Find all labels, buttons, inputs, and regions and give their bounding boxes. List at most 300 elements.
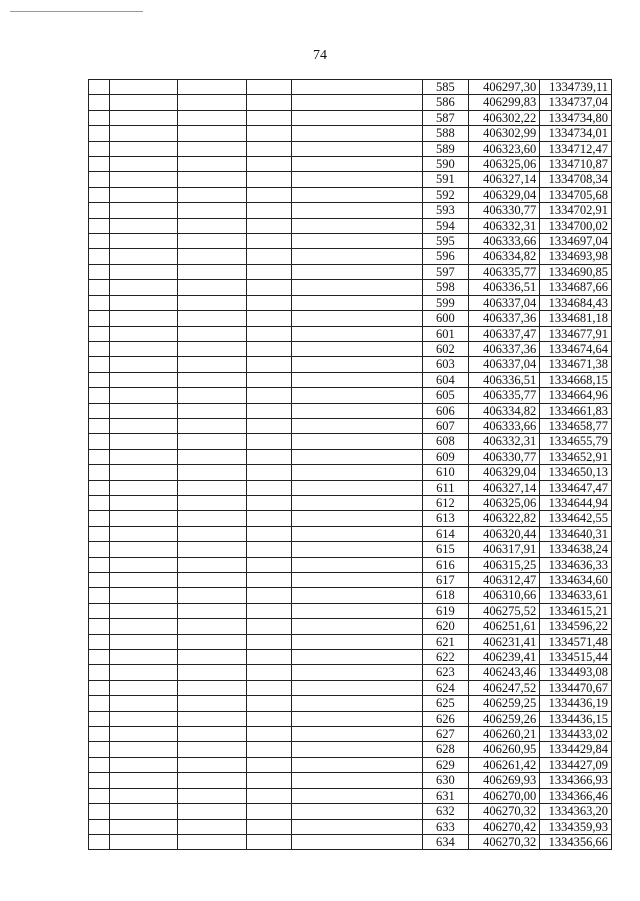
empty-cell xyxy=(246,234,291,249)
table-row xyxy=(89,588,612,603)
empty-cell xyxy=(246,280,291,295)
empty-cell xyxy=(292,465,423,480)
empty-cell xyxy=(178,403,246,418)
empty-cell xyxy=(292,619,423,634)
empty-cell xyxy=(89,603,110,618)
empty-cell xyxy=(89,619,110,634)
empty-cell xyxy=(89,696,110,711)
x-coordinate-cell: 406261,42 xyxy=(468,757,540,772)
x-coordinate-cell: 406310,66 xyxy=(468,588,540,603)
empty-cell xyxy=(246,573,291,588)
empty-cell xyxy=(178,727,246,742)
y-coordinate-cell: 1334493,08 xyxy=(540,665,612,680)
empty-cell xyxy=(292,418,423,433)
empty-cell xyxy=(109,341,177,356)
empty-cell xyxy=(292,311,423,326)
empty-cell xyxy=(292,680,423,695)
empty-cell xyxy=(89,341,110,356)
empty-cell xyxy=(89,234,110,249)
empty-cell xyxy=(292,280,423,295)
table-row xyxy=(89,603,612,618)
empty-cell xyxy=(89,757,110,772)
x-coordinate-cell: 406269,93 xyxy=(468,773,540,788)
empty-cell xyxy=(89,526,110,541)
empty-cell xyxy=(292,403,423,418)
empty-cell xyxy=(178,619,246,634)
empty-cell xyxy=(246,465,291,480)
empty-cell xyxy=(89,511,110,526)
empty-cell xyxy=(292,218,423,233)
empty-cell xyxy=(246,187,291,202)
empty-cell xyxy=(246,696,291,711)
table-row xyxy=(89,773,612,788)
empty-cell xyxy=(292,110,423,125)
empty-cell xyxy=(109,357,177,372)
point-number-cell: 630 xyxy=(423,773,468,788)
point-number-cell: 618 xyxy=(423,588,468,603)
empty-cell xyxy=(109,249,177,264)
empty-cell xyxy=(109,495,177,510)
empty-cell xyxy=(246,95,291,110)
table-row xyxy=(89,834,612,849)
y-coordinate-cell: 1334615,21 xyxy=(540,603,612,618)
table-row xyxy=(89,357,612,372)
page-number: 74 xyxy=(313,48,327,63)
empty-cell xyxy=(109,172,177,187)
x-coordinate-cell: 406327,14 xyxy=(468,172,540,187)
empty-cell xyxy=(246,773,291,788)
empty-cell xyxy=(292,449,423,464)
empty-cell xyxy=(292,234,423,249)
empty-cell xyxy=(89,480,110,495)
empty-cell xyxy=(178,80,246,95)
empty-cell xyxy=(292,372,423,387)
x-coordinate-cell: 406260,21 xyxy=(468,727,540,742)
y-coordinate-cell: 1334356,66 xyxy=(540,834,612,849)
empty-cell xyxy=(109,203,177,218)
x-coordinate-cell: 406332,31 xyxy=(468,218,540,233)
empty-cell xyxy=(246,341,291,356)
empty-cell xyxy=(89,449,110,464)
empty-cell xyxy=(109,511,177,526)
empty-cell xyxy=(89,110,110,125)
empty-cell xyxy=(178,449,246,464)
y-coordinate-cell: 1334684,43 xyxy=(540,295,612,310)
empty-cell xyxy=(246,819,291,834)
empty-cell xyxy=(246,326,291,341)
point-number-cell: 585 xyxy=(423,80,468,95)
x-coordinate-cell: 406337,36 xyxy=(468,311,540,326)
empty-cell xyxy=(292,526,423,541)
empty-cell xyxy=(109,465,177,480)
empty-cell xyxy=(246,249,291,264)
x-coordinate-cell: 406251,61 xyxy=(468,619,540,634)
empty-cell xyxy=(178,650,246,665)
x-coordinate-cell: 406329,04 xyxy=(468,465,540,480)
empty-cell xyxy=(109,804,177,819)
empty-cell xyxy=(246,680,291,695)
empty-cell xyxy=(178,326,246,341)
table-row xyxy=(89,280,612,295)
empty-cell xyxy=(178,311,246,326)
point-number-cell: 599 xyxy=(423,295,468,310)
table-row xyxy=(89,711,612,726)
empty-cell xyxy=(178,511,246,526)
empty-cell xyxy=(178,495,246,510)
point-number-cell: 608 xyxy=(423,434,468,449)
empty-cell xyxy=(292,388,423,403)
empty-cell xyxy=(246,526,291,541)
y-coordinate-cell: 1334737,04 xyxy=(540,95,612,110)
empty-cell xyxy=(178,634,246,649)
empty-cell xyxy=(246,126,291,141)
empty-cell xyxy=(89,557,110,572)
empty-cell xyxy=(89,788,110,803)
point-number-cell: 627 xyxy=(423,727,468,742)
empty-cell xyxy=(89,665,110,680)
table-row xyxy=(89,742,612,757)
empty-cell xyxy=(109,788,177,803)
x-coordinate-cell: 406330,77 xyxy=(468,449,540,464)
table-row xyxy=(89,788,612,803)
y-coordinate-cell: 1334359,93 xyxy=(540,819,612,834)
empty-cell xyxy=(246,557,291,572)
point-number-cell: 603 xyxy=(423,357,468,372)
table-row xyxy=(89,526,612,541)
empty-cell xyxy=(292,141,423,156)
empty-cell xyxy=(178,434,246,449)
empty-cell xyxy=(246,480,291,495)
empty-cell xyxy=(109,326,177,341)
table-row xyxy=(89,727,612,742)
empty-cell xyxy=(178,742,246,757)
empty-cell xyxy=(292,819,423,834)
empty-cell xyxy=(109,711,177,726)
empty-cell xyxy=(109,619,177,634)
point-number-cell: 626 xyxy=(423,711,468,726)
empty-cell xyxy=(178,819,246,834)
empty-cell xyxy=(292,95,423,110)
empty-cell xyxy=(292,634,423,649)
empty-cell xyxy=(178,95,246,110)
point-number-cell: 587 xyxy=(423,110,468,125)
empty-cell xyxy=(109,80,177,95)
table-row xyxy=(89,573,612,588)
table-row xyxy=(89,480,612,495)
x-coordinate-cell: 406337,04 xyxy=(468,295,540,310)
table-row xyxy=(89,434,612,449)
x-coordinate-cell: 406325,06 xyxy=(468,157,540,172)
empty-cell xyxy=(178,126,246,141)
empty-cell xyxy=(109,603,177,618)
x-coordinate-cell: 406337,04 xyxy=(468,357,540,372)
x-coordinate-cell: 406317,91 xyxy=(468,542,540,557)
table-row xyxy=(89,203,612,218)
empty-cell xyxy=(178,110,246,125)
point-number-cell: 633 xyxy=(423,819,468,834)
point-number-cell: 615 xyxy=(423,542,468,557)
point-number-cell: 604 xyxy=(423,372,468,387)
y-coordinate-cell: 1334655,79 xyxy=(540,434,612,449)
x-coordinate-cell: 406329,04 xyxy=(468,187,540,202)
empty-cell xyxy=(178,588,246,603)
empty-cell xyxy=(89,187,110,202)
table-row xyxy=(89,218,612,233)
empty-cell xyxy=(89,742,110,757)
x-coordinate-cell: 406231,41 xyxy=(468,634,540,649)
empty-cell xyxy=(246,603,291,618)
empty-cell xyxy=(89,680,110,695)
empty-cell xyxy=(89,465,110,480)
y-coordinate-cell: 1334515,44 xyxy=(540,650,612,665)
empty-cell xyxy=(178,280,246,295)
table-row xyxy=(89,680,612,695)
empty-cell xyxy=(109,218,177,233)
table-row xyxy=(89,95,612,110)
x-coordinate-cell: 406299,83 xyxy=(468,95,540,110)
empty-cell xyxy=(292,495,423,510)
empty-cell xyxy=(292,542,423,557)
table-row xyxy=(89,372,612,387)
x-coordinate-cell: 406330,77 xyxy=(468,203,540,218)
x-coordinate-cell: 406336,51 xyxy=(468,372,540,387)
empty-cell xyxy=(89,80,110,95)
table-row xyxy=(89,172,612,187)
empty-cell xyxy=(178,295,246,310)
empty-cell xyxy=(109,588,177,603)
empty-cell xyxy=(292,773,423,788)
empty-cell xyxy=(292,742,423,757)
empty-cell xyxy=(89,542,110,557)
empty-cell xyxy=(89,280,110,295)
empty-cell xyxy=(178,834,246,849)
empty-cell xyxy=(178,418,246,433)
empty-cell xyxy=(292,357,423,372)
empty-cell xyxy=(178,172,246,187)
empty-cell xyxy=(178,264,246,279)
table-row xyxy=(89,326,612,341)
x-coordinate-cell: 406270,00 xyxy=(468,788,540,803)
empty-cell xyxy=(109,480,177,495)
empty-cell xyxy=(292,434,423,449)
empty-cell xyxy=(178,218,246,233)
empty-cell xyxy=(178,557,246,572)
empty-cell xyxy=(292,665,423,680)
empty-cell xyxy=(178,665,246,680)
empty-cell xyxy=(292,834,423,849)
y-coordinate-cell: 1334668,15 xyxy=(540,372,612,387)
point-number-cell: 617 xyxy=(423,573,468,588)
empty-cell xyxy=(292,203,423,218)
x-coordinate-cell: 406247,52 xyxy=(468,680,540,695)
empty-cell xyxy=(109,634,177,649)
table-row xyxy=(89,465,612,480)
empty-cell xyxy=(246,542,291,557)
empty-cell xyxy=(178,203,246,218)
point-number-cell: 616 xyxy=(423,557,468,572)
empty-cell xyxy=(246,418,291,433)
point-number-cell: 593 xyxy=(423,203,468,218)
x-coordinate-cell: 406320,44 xyxy=(468,526,540,541)
coordinates-table xyxy=(88,79,612,850)
y-coordinate-cell: 1334642,55 xyxy=(540,511,612,526)
y-coordinate-cell: 1334571,48 xyxy=(540,634,612,649)
empty-cell xyxy=(178,341,246,356)
x-coordinate-cell: 406323,60 xyxy=(468,141,540,156)
point-number-cell: 606 xyxy=(423,403,468,418)
table-row xyxy=(89,311,612,326)
point-number-cell: 634 xyxy=(423,834,468,849)
point-number-cell: 614 xyxy=(423,526,468,541)
point-number-cell: 620 xyxy=(423,619,468,634)
empty-cell xyxy=(109,434,177,449)
empty-cell xyxy=(109,819,177,834)
empty-cell xyxy=(178,388,246,403)
y-coordinate-cell: 1334693,98 xyxy=(540,249,612,264)
y-coordinate-cell: 1334690,85 xyxy=(540,264,612,279)
y-coordinate-cell: 1334734,01 xyxy=(540,126,612,141)
y-coordinate-cell: 1334436,15 xyxy=(540,711,612,726)
point-number-cell: 590 xyxy=(423,157,468,172)
y-coordinate-cell: 1334700,02 xyxy=(540,218,612,233)
empty-cell xyxy=(109,557,177,572)
empty-cell xyxy=(89,727,110,742)
empty-cell xyxy=(109,403,177,418)
empty-cell xyxy=(292,341,423,356)
y-coordinate-cell: 1334436,19 xyxy=(540,696,612,711)
table-row xyxy=(89,295,612,310)
empty-cell xyxy=(246,634,291,649)
empty-cell xyxy=(89,388,110,403)
point-number-cell: 602 xyxy=(423,341,468,356)
empty-cell xyxy=(246,357,291,372)
y-coordinate-cell: 1334674,64 xyxy=(540,341,612,356)
empty-cell xyxy=(292,172,423,187)
empty-cell xyxy=(89,434,110,449)
empty-cell xyxy=(89,634,110,649)
empty-cell xyxy=(292,603,423,618)
table-row xyxy=(89,819,612,834)
y-coordinate-cell: 1334647,47 xyxy=(540,480,612,495)
x-coordinate-cell: 406334,82 xyxy=(468,249,540,264)
table-row xyxy=(89,665,612,680)
y-coordinate-cell: 1334638,24 xyxy=(540,542,612,557)
point-number-cell: 595 xyxy=(423,234,468,249)
y-coordinate-cell: 1334596,22 xyxy=(540,619,612,634)
x-coordinate-cell: 406260,95 xyxy=(468,742,540,757)
point-number-cell: 629 xyxy=(423,757,468,772)
empty-cell xyxy=(246,172,291,187)
empty-cell xyxy=(178,711,246,726)
empty-cell xyxy=(246,80,291,95)
empty-cell xyxy=(89,834,110,849)
y-coordinate-cell: 1334702,91 xyxy=(540,203,612,218)
empty-cell xyxy=(89,249,110,264)
empty-cell xyxy=(109,757,177,772)
x-coordinate-cell: 406275,52 xyxy=(468,603,540,618)
empty-cell xyxy=(89,372,110,387)
table-row xyxy=(89,388,612,403)
empty-cell xyxy=(292,187,423,202)
y-coordinate-cell: 1334671,38 xyxy=(540,357,612,372)
empty-cell xyxy=(178,603,246,618)
x-coordinate-cell: 406335,77 xyxy=(468,264,540,279)
point-number-cell: 594 xyxy=(423,218,468,233)
coordinates-table-body xyxy=(89,80,612,850)
empty-cell xyxy=(109,388,177,403)
y-coordinate-cell: 1334661,83 xyxy=(540,403,612,418)
y-coordinate-cell: 1334697,04 xyxy=(540,234,612,249)
empty-cell xyxy=(246,110,291,125)
empty-cell xyxy=(178,141,246,156)
empty-cell xyxy=(109,573,177,588)
y-coordinate-cell: 1334640,31 xyxy=(540,526,612,541)
y-coordinate-cell: 1334644,94 xyxy=(540,495,612,510)
empty-cell xyxy=(246,727,291,742)
x-coordinate-cell: 406302,99 xyxy=(468,126,540,141)
x-coordinate-cell: 406336,51 xyxy=(468,280,540,295)
empty-cell xyxy=(109,449,177,464)
table-row xyxy=(89,249,612,264)
table-row xyxy=(89,650,612,665)
point-number-cell: 607 xyxy=(423,418,468,433)
empty-cell xyxy=(246,295,291,310)
empty-cell xyxy=(89,773,110,788)
empty-cell xyxy=(292,650,423,665)
empty-cell xyxy=(292,573,423,588)
table-row xyxy=(89,449,612,464)
empty-cell xyxy=(178,680,246,695)
empty-cell xyxy=(89,495,110,510)
empty-cell xyxy=(109,234,177,249)
empty-cell xyxy=(246,665,291,680)
point-number-cell: 596 xyxy=(423,249,468,264)
y-coordinate-cell: 1334470,67 xyxy=(540,680,612,695)
empty-cell xyxy=(178,696,246,711)
table-row xyxy=(89,418,612,433)
empty-cell xyxy=(178,526,246,541)
empty-cell xyxy=(109,696,177,711)
x-coordinate-cell: 406333,66 xyxy=(468,234,540,249)
table-row xyxy=(89,110,612,125)
table-row xyxy=(89,141,612,156)
point-number-cell: 623 xyxy=(423,665,468,680)
x-coordinate-cell: 406333,66 xyxy=(468,418,540,433)
table-row xyxy=(89,511,612,526)
x-coordinate-cell: 406302,22 xyxy=(468,110,540,125)
empty-cell xyxy=(89,804,110,819)
empty-cell xyxy=(109,773,177,788)
point-number-cell: 625 xyxy=(423,696,468,711)
empty-cell xyxy=(109,834,177,849)
table-row xyxy=(89,234,612,249)
point-number-cell: 619 xyxy=(423,603,468,618)
x-coordinate-cell: 406297,30 xyxy=(468,80,540,95)
empty-cell xyxy=(178,187,246,202)
empty-cell xyxy=(292,557,423,572)
empty-cell xyxy=(292,126,423,141)
x-coordinate-cell: 406327,14 xyxy=(468,480,540,495)
table-row xyxy=(89,757,612,772)
empty-cell xyxy=(89,172,110,187)
empty-cell xyxy=(246,511,291,526)
empty-cell xyxy=(109,742,177,757)
x-coordinate-cell: 406270,32 xyxy=(468,834,540,849)
empty-cell xyxy=(178,157,246,172)
point-number-cell: 622 xyxy=(423,650,468,665)
table-row xyxy=(89,557,612,572)
empty-cell xyxy=(292,249,423,264)
